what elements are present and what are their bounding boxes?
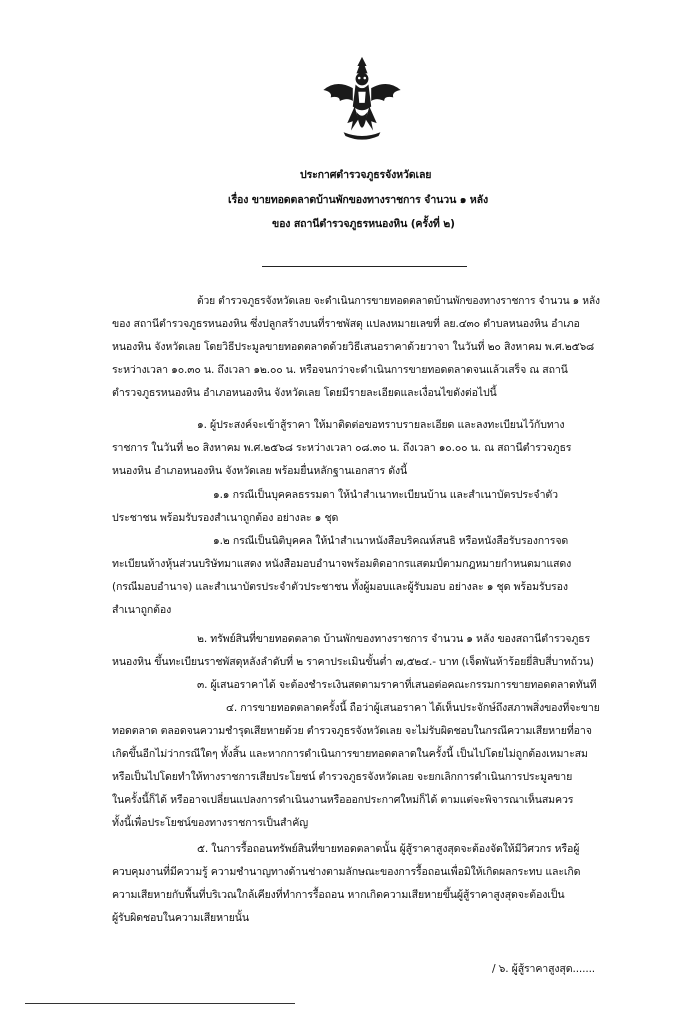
clause-5-line: ความเสียหายกับพื้นที่บริเวณใกล้เคียงที่ทำการรื้อถอน หากเกิดความเสียหายขึ้นผู้สู้ราคาสูงสุดจะต้องเป็น [112,889,565,901]
clause-4-line: ทอดตลาด ตลอดจนความชำรุดเสียหายด้วย ตำรวจภูธรจังหวัดเลย จะไม่รับผิดชอบในกรณีความเสียหายที่อาจ [112,725,592,737]
paragraph-intro-line: หนองหิน จังหวัดเลย โดยวิธีประมูลขายทอดตลาดด้วยวิธีเสนอราคาด้วยวาจา ในวันที่ ๒๐ สิงหาคม พ.ศ.๒๕๖๘ [112,341,595,353]
clause-2-line: หนองหิน ขึ้นทะเบียนราชพัสดุหลังลำดับที่ ๒ ราคาประเมินขั้นต่ำ ๗,๕๒๔.- บาท (เจ็ดพันห้าร้อยยี่สิบสี่บาทถ้วน) [112,656,594,668]
clause-1-line: ราชการ ในวันที่ ๒๐ สิงหาคม พ.ศ.๒๕๖๘ ระหว่างเวลา ๐๘.๓๐ น. ถึงเวลา ๑๐.๐๐ น. ณ สถานีตำรวจภูธร [112,442,572,454]
clause-1-2-line: สำเนาถูกต้อง [112,604,172,616]
announcement-title: ประกาศตำรวจภูธรจังหวัดเลย [300,169,432,181]
clause-5-line: ๕. ในการรื้อถอนทรัพย์สินที่ขายทอดตลาดนั้น ผู้สู้ราคาสูงสุดจะต้องจัดให้มีวิศวกร หรือผู้ [197,843,580,855]
paragraph-intro-line: ของ สถานีตำรวจภูธรหนองหิน ซึ่งปลูกสร้างบนที่ราชพัสดุ แปลงหมายเลขที่ ลย.๔๓๐ ตำบลหนองหิน อำเภอ [112,318,580,330]
clause-4-line: ทั้งนี้เพื่อประโยชน์ของทางราชการเป็นสำคัญ [112,817,309,829]
clause-3-line: ๓. ผู้เสนอราคาได้ จะต้องชำระเงินสดตามราคาที่เสนอต่อคณะกรรมการขายทอดตลาดทันที [197,679,597,691]
clause-4-line: ในครั้งนี้ก็ได้ หรืออาจเปลี่ยนแปลงการดำเนินงานหรือออกประกาศใหม่ก็ได้ ตามแต่จะพิจารณาเห็นสมควร [112,794,574,806]
announcement-subject-line2: ของ สถานีตำรวจภูธรหนองหิน (ครั้งที่ ๒) [272,218,455,230]
announcement-subject: เรื่อง ขายทอดตลาดบ้านพักของทางราชการ จำนวน ๑ หลัง [228,194,489,206]
clause-4-line: เกิดขึ้นอีกไม่ว่ากรณีใดๆ ทั้งสิ้น และหากการดำเนินการขายทอดตลาดในครั้งนี้ เป็นไปโดยไม่ถูกต้องเหมาะสม [112,748,588,760]
clause-1-1-line: ๑.๑ กรณีเป็นบุคคลธรรมดา ให้นำสำเนาทะเบียนบ้าน และสำเนาบัตรประจำตัว [213,489,558,501]
header-separator [262,266,467,267]
clause-1-2-line: (กรณีมอบอำนาจ) และสำเนาบัตรประจำตัวประชาชน ทั้งผู้มอบและผู้รับมอบ อย่างละ ๑ ชุด พร้อมรับรอง [112,581,568,593]
clause-4-line: ๔. การขายทอดตลาดครั้งนี้ ถือว่าผู้เสนอราคา ได้เห็นประจักษ์ถึงสภาพสิ่งของที่จะขาย [226,702,600,714]
continuation-note: / ๖. ผู้สู้ราคาสูงสุด....... [492,963,595,975]
clause-5-line: ควบคุมงานที่มีความรู้ ความชำนาญทางด้านช่างตามลักษณะของการรื้อถอนเพื่อมิให้เกิดผลกระทบ และเกิด [112,866,581,878]
paragraph-intro-line: ตำรวจภูธรหนองหิน อำเภอหนองหิน จังหวัดเลย โดยมีรายละเอียดและเงื่อนไขดังต่อไปนี้ [112,387,497,399]
footer-rule [25,1003,295,1004]
clause-1-line: หนองหิน อำเภอหนองหิน จังหวัดเลย พร้อมยื่นหลักฐานเอกสาร ดังนี้ [112,465,408,477]
clause-2-line: ๒. ทรัพย์สินที่ขายทอดตลาด บ้านพักของทางราชการ จำนวน ๑ หลัง ของสถานีตำรวจภูธร [197,633,591,645]
clause-1-line: ๑. ผู้ประสงค์จะเข้าสู้ราคา ให้มาติดต่อขอทราบรายละเอียด และลงทะเบียนไว้กับทาง [197,419,565,431]
garuda-emblem-icon [316,55,408,147]
paragraph-intro-line: ด้วย ตำรวจภูธรจังหวัดเลย จะดำเนินการขายทอดตลาดบ้านพักของทางราชการ จำนวน ๑ หลัง [197,295,600,307]
clause-1-2-line: ทะเบียนห้างหุ้นส่วนบริษัทมาแสดง หนังสือมอบอำนาจพร้อมติดอากรแสตมป์ตามกฎหมายกำหนดมาแสดง [112,558,572,570]
clause-4-line: หรือเป็นไปโดยทำให้ทางราชการเสียประโยชน์ ตำรวจภูธรจังหวัดเลย จะยกเลิกการดำเนินการประมูลขาย [112,771,573,783]
paragraph-intro-line: ระหว่างเวลา ๑๐.๓๐ น. ถึงเวลา ๑๒.๐๐ น. หรือจนกว่าจะดำเนินการขายทอดตลาดจนแล้วเสร็จ ณ สถานี [112,364,568,376]
clause-1-2-line: ๑.๒ กรณีเป็นนิติบุคคล ให้นำสำเนาหนังสือบริคณห์สนธิ หรือหนังสือรับรองการจด [213,535,569,547]
clause-5-line: ผู้รับผิดชอบในความเสียหายนั้น [112,912,249,924]
clause-1-1-line: ประชาชน พร้อมรับรองสำเนาถูกต้อง อย่างละ ๑ ชุด [112,512,339,524]
